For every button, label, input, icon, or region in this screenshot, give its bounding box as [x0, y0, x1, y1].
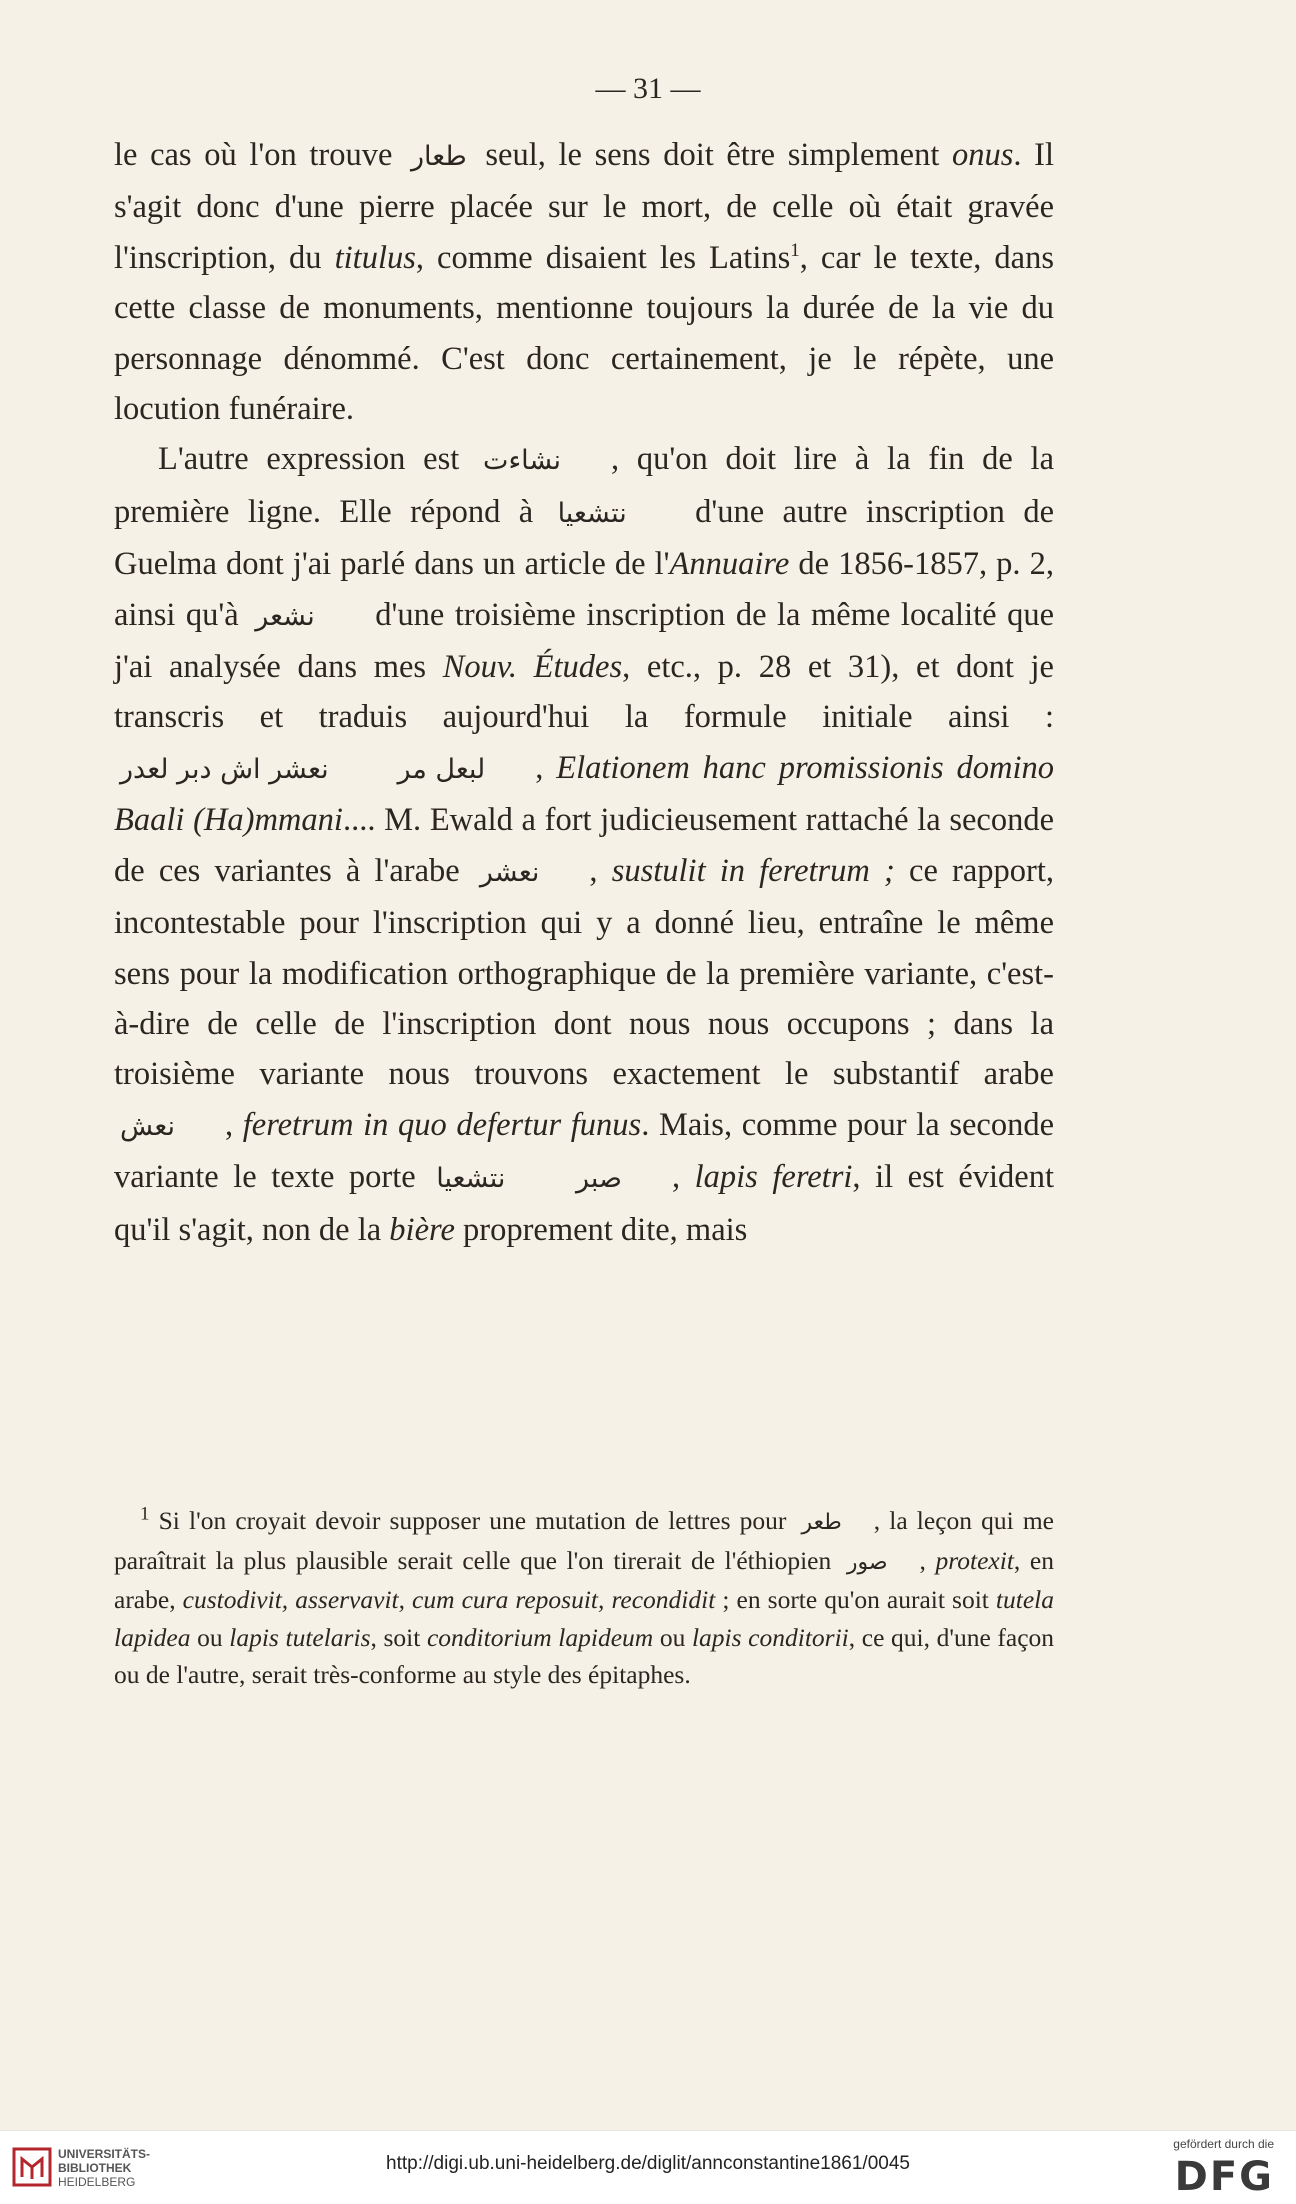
arabic-term: نشعر [255, 600, 315, 632]
text-run: seul, le sens doit être simplement [472, 137, 952, 173]
text-run: , qu'on doit lire à la fin de la première ligne. Elle répond à [114, 441, 1054, 530]
text-run [379, 750, 392, 786]
text-run: le cas où l'on trouve [114, 137, 405, 173]
footnote-paragraph [114, 1502, 1054, 1694]
italic-text: feretrum in quo defertur funus [242, 1106, 642, 1143]
footnote-marker: 1 [140, 1503, 150, 1525]
text-run: , ce qui, d'une façon ou de l'autre, serait très-conforme au style des épitaphes. [114, 1622, 1055, 1689]
text-run: proprement dite, mais [454, 1211, 748, 1248]
text-run: , comme disaient les Latins [415, 239, 791, 276]
text-run: ou [653, 1622, 692, 1652]
arabic-term: صور [846, 1549, 888, 1575]
text-run: . Il s'agit donc d'une pierre placée sur le mort, de celle où était gravée l'inscription, du [114, 137, 1054, 276]
italic-text: Annuaire [669, 546, 790, 583]
text-run: , [589, 852, 612, 889]
arabic-term: طعر [801, 1510, 842, 1535]
library-name-line2: BIBLIOTHEK [58, 2161, 132, 2175]
text-run: Si l'on croyait devoir supposer une mutation de lettres pour [149, 1506, 796, 1535]
text-run: , soit [370, 1622, 427, 1652]
text-run: d'une troisième inscription de la même localité que j'ai analysée dans mes [114, 596, 1055, 686]
text-run: ; en sorte qu'on aurait soit [715, 1585, 996, 1614]
italic-text: sustulit in feretrum ; [611, 852, 895, 889]
paragraph [114, 130, 1054, 434]
text-run: , en arabe, [114, 1545, 1054, 1614]
italic-text: bière [389, 1211, 455, 1248]
italic-text: conditorium lapideum [426, 1622, 654, 1652]
arabic-term: نتشعيا [436, 1163, 506, 1195]
dfg-credit: gefördert durch die [1173, 2137, 1274, 2151]
italic-text: protexit [935, 1545, 1014, 1575]
text-run: , il est évident qu'il s'agit, non de la [114, 1159, 1054, 1248]
italic-text: Nouv. Études [442, 649, 623, 686]
text-run: . Mais, comme pour la seconde variante le texte porte [114, 1106, 1054, 1196]
text-run: ou [190, 1622, 230, 1652]
italic-text: tutela lapidea [114, 1585, 1054, 1652]
text-run: , la leçon qui me paraîtrait la plus plausible serait celle que l'on tirerait de l'éthiopien [114, 1506, 1054, 1575]
text-run: d'une autre inscription de Guelma dont j'ai parlé dans un article de l' [114, 493, 1054, 583]
text-run [555, 1159, 570, 1195]
arabic-term: صبر [575, 1163, 622, 1195]
footnote [114, 1502, 1054, 1694]
footnote-marker: 1 [790, 239, 800, 261]
italic-text: lapis tutelaris [229, 1622, 371, 1652]
text-run: , [224, 1106, 243, 1143]
italic-text: onus [951, 137, 1014, 173]
text-run: , [535, 749, 557, 786]
italic-text: lapis feretri [694, 1159, 853, 1196]
page-number: — 31 — [595, 72, 701, 105]
library-name-line1: UNIVERSITÄTS- [58, 2147, 151, 2161]
arabic-term: نعش [120, 1110, 175, 1142]
italic-text: custodivit, asservavit, cum cura reposuit, recondidit [182, 1585, 716, 1614]
main-text [114, 130, 1054, 1255]
text-run: , [671, 1159, 695, 1196]
text-run: .... M. Ewald a fort judicieusement rattaché la seconde de ces variantes à l'arabe [114, 802, 1055, 889]
text-run: de 1856-1857, p. 2, ainsi qu'à [114, 546, 1055, 633]
arabic-term: لبعل مر [397, 753, 486, 785]
viewer-footer [0, 2130, 1296, 2204]
text-run: , [919, 1545, 936, 1575]
paragraph [114, 434, 1054, 1255]
arabic-term: طعار [411, 141, 467, 172]
arabic-term: نتشعيا [557, 497, 627, 529]
text-run: ce rapport, incontestable pour l'inscription qui y a donné lieu, entraîne le même sens pour la modification orthographique de la première variante, c'est-à-dire de celle de l'inscription dont nous nous occupons ; dans la troisième variante nous trouvons exactement le substantif arabe [114, 852, 1054, 1093]
arabic-term: نعشر اش دبر لعدر [120, 753, 329, 785]
arabic-term: نشاءت [483, 445, 561, 477]
italic-text: Elationem hanc promissionis domino Baali (Ha)mmani [114, 749, 1054, 839]
italic-text: lapis conditorii [691, 1622, 849, 1652]
text-run: , car le texte, dans cette classe de monuments, mentionne toujours la durée de la vie du personnage dénommé. C'est donc certainement, je le répète, une locution funéraire. [114, 239, 1055, 428]
permalink[interactable]: http://digi.ub.uni-heidelberg.de/diglit/annconstantine1861/0045 [386, 2153, 910, 2174]
dfg-logo-icon: DFG [1174, 2154, 1274, 2200]
italic-text: titulus [334, 239, 416, 276]
text-run: , etc., p. 28 et 31), et dont je transcris et traduis aujourd'hui la formule initiale ainsi : [114, 649, 1054, 736]
text-run: L'autre expression est [158, 441, 478, 478]
arabic-term: نعشر [479, 856, 540, 888]
library-name-line3: HEIDELBERG [58, 2175, 136, 2189]
